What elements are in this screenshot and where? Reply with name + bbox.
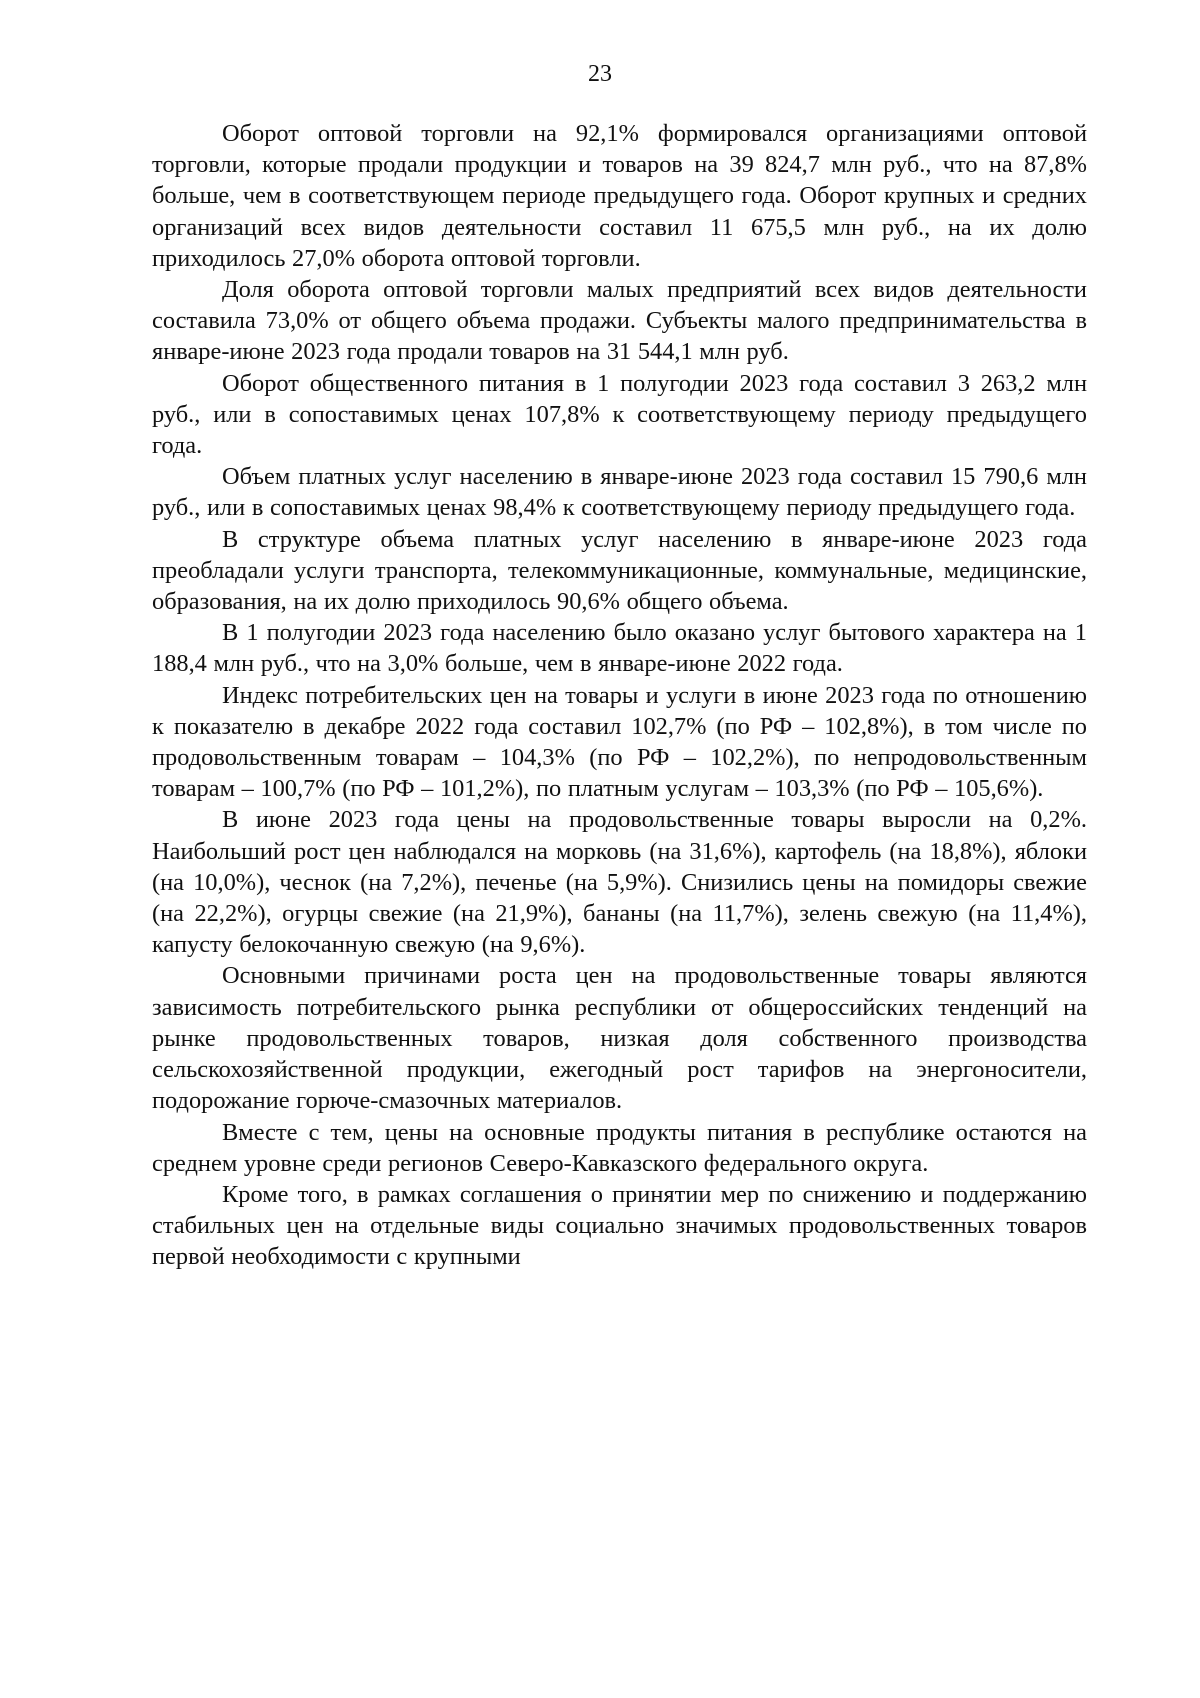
- paragraph-small-business-share: Доля оборота оптовой торговли малых предприятий всех видов деятельности составила 73,0% от общего объема продажи. Субъекты малого предпринимательства в январе-июне 2023 года продали товаров на 31 544,1 млн руб.: [152, 276, 1087, 366]
- paragraph-paid-services-structure: В структуре объема платных услуг населению в январе-июне 2023 года преобладали услуги транспорта, телекоммуникационные, коммунальные, медицинские, образования, на их долю приходилось 90,6% общего объема.: [152, 525, 1087, 616]
- paragraph-food-price-changes: В июне 2023 года цены на продовольственные товары выросли на 0,2%. Наибольший рост цен наблюдался на морковь (на 31,6%), картофель (на 18,8%), яблоки (на 10,0%), чеснок (на 7,2%), печенье (на 5,9%). Снизились цены на помидоры свежие (на 22,2%), огурцы свежие (на 21,9%), бананы (на 11,7%), зелень свежую (на 11,4%), капусту белокочанную свежую (на 9,6%).: [152, 806, 1087, 959]
- paragraph-wholesale-turnover: Оборот оптовой торговли на 92,1% формировался организациями оптовой торговли, которые продали продукции и товаров на 39 824,7 млн руб., что на 87,8% больше, чем в соответствующем периоде предыдущего года. Оборот крупных и средних организаций всех видов деятельности составил 11 675,5 млн руб., на их долю приходилось 27,0% оборота оптовой торговли.: [152, 120, 1087, 272]
- paragraph-household-services: В 1 полугодии 2023 года населению было оказано услуг бытового характера на 1 188,4 млн руб., что на 3,0% больше, чем в январе-июне 2022 года.: [152, 619, 1087, 678]
- paragraph-consumer-price-index: Индекс потребительских цен на товары и услуги в июне 2023 года по отношению к показателю в декабре 2022 года составил 102,7% (по РФ – 102,8%), в том числе по продовольственным товарам – 104,3% (по РФ – 102,2%), по непродовольственным товарам – 100,7% (по РФ – 101,2%), по платным услугам – 103,3% (по РФ – 105,6%).: [152, 681, 1087, 803]
- document-body: [152, 118, 1087, 1273]
- paragraph-catering-turnover: Оборот общественного питания в 1 полугодии 2023 года составил 3 263,2 млн руб., или в сопоставимых ценах 107,8% к соответствующему периоду предыдущего года.: [152, 369, 1087, 460]
- paragraph-paid-services-volume: Объем платных услуг населению в январе-июне 2023 года составил 15 790,6 млн руб., или в сопоставимых ценах 98,4% к соответствующему периоду предыдущего года.: [152, 463, 1087, 522]
- page-number: 23: [588, 61, 612, 87]
- paragraph-price-growth-reasons: Основными причинами роста цен на продовольственные товары являются зависимость потребительского рынка республики от общероссийских тенденций на рынке продовольственных товаров, низкая доля собственного производства сельскохозяйственной продукции, ежегодный рост тарифов на энергоносители, подорожание горюче-смазочных материалов.: [152, 962, 1087, 1115]
- paragraph-regional-price-level: Вместе с тем, цены на основные продукты питания в республике остаются на среднем уровне среди регионов Северо-Кавказского федерального округа.: [152, 1118, 1087, 1177]
- paragraph-price-agreement: Кроме того, в рамках соглашения о принятии мер по снижению и поддержанию стабильных цен на отдельные виды социально значимых продовольственных товаров первой необходимости с крупными: [152, 1180, 1087, 1271]
